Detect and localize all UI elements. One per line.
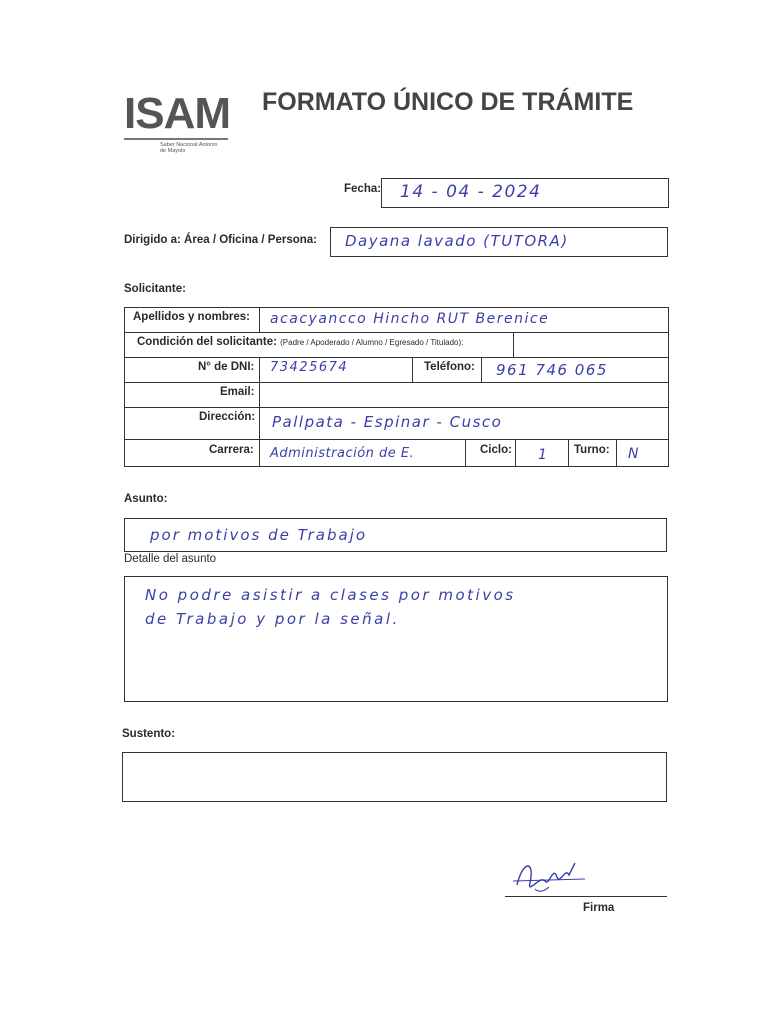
dni-value: 73425674 xyxy=(270,360,349,375)
dirigido-label: Dirigido a: Área / Oficina / Persona: xyxy=(124,234,317,246)
telefono-value: 961 746 065 xyxy=(496,361,608,379)
condicion-field[interactable] xyxy=(514,333,668,356)
dni-label: N° de DNI: xyxy=(198,361,255,373)
carrera-label: Carrera: xyxy=(209,444,254,456)
logo xyxy=(124,89,234,162)
condicion-label: Condición del solicitante: (Padre / Apoderado / Alumno / Egresado / Titulado): xyxy=(137,336,464,348)
firma-label: Firma xyxy=(583,902,615,914)
sustento-field[interactable] xyxy=(122,752,667,802)
signature-line xyxy=(505,896,667,897)
email-field[interactable] xyxy=(260,383,668,406)
detalle-label: Detalle del asunto xyxy=(124,553,217,565)
ciclo-label: Ciclo: xyxy=(480,444,512,456)
solicitante-heading: Solicitante: xyxy=(124,283,186,295)
asunto-label: Asunto: xyxy=(124,493,168,505)
asunto-value: por motivos de Trabajo xyxy=(150,526,368,544)
detalle-line-1: No podre asistir a clases por motivos xyxy=(145,586,516,604)
ciclo-value: 1 xyxy=(538,447,549,463)
logo-text: ISAM xyxy=(124,89,230,138)
telefono-label: Teléfono: xyxy=(424,361,475,373)
logo-tagline: Saber Nacional Antonio de Mayolo xyxy=(160,142,218,154)
fecha-value: 14 - 04 - 2024 xyxy=(400,182,542,202)
condicion-options: (Padre / Apoderado / Alumno / Egresado / Titulado): xyxy=(280,338,464,347)
carrera-value: Administración de E. xyxy=(270,446,415,461)
dirigido-value: Dayana lavado (TUTORA) xyxy=(345,232,569,250)
detalle-line-2: de Trabajo y por la señal. xyxy=(145,610,400,628)
apellidos-label: Apellidos y nombres: xyxy=(133,311,250,323)
page-title: FORMATO ÚNICO DE TRÁMITE xyxy=(262,88,634,116)
direccion-label: Dirección: xyxy=(199,411,256,423)
turno-value: N xyxy=(628,446,640,462)
apellidos-value: acacyancco Hincho RUT Berenice xyxy=(270,311,550,327)
email-label: Email: xyxy=(220,386,255,398)
turno-label: Turno: xyxy=(574,444,610,456)
sustento-label: Sustento: xyxy=(122,728,176,740)
fecha-label: Fecha: xyxy=(344,183,382,195)
signature xyxy=(505,855,595,900)
direccion-value: Pallpata - Espinar - Cusco xyxy=(272,413,503,431)
